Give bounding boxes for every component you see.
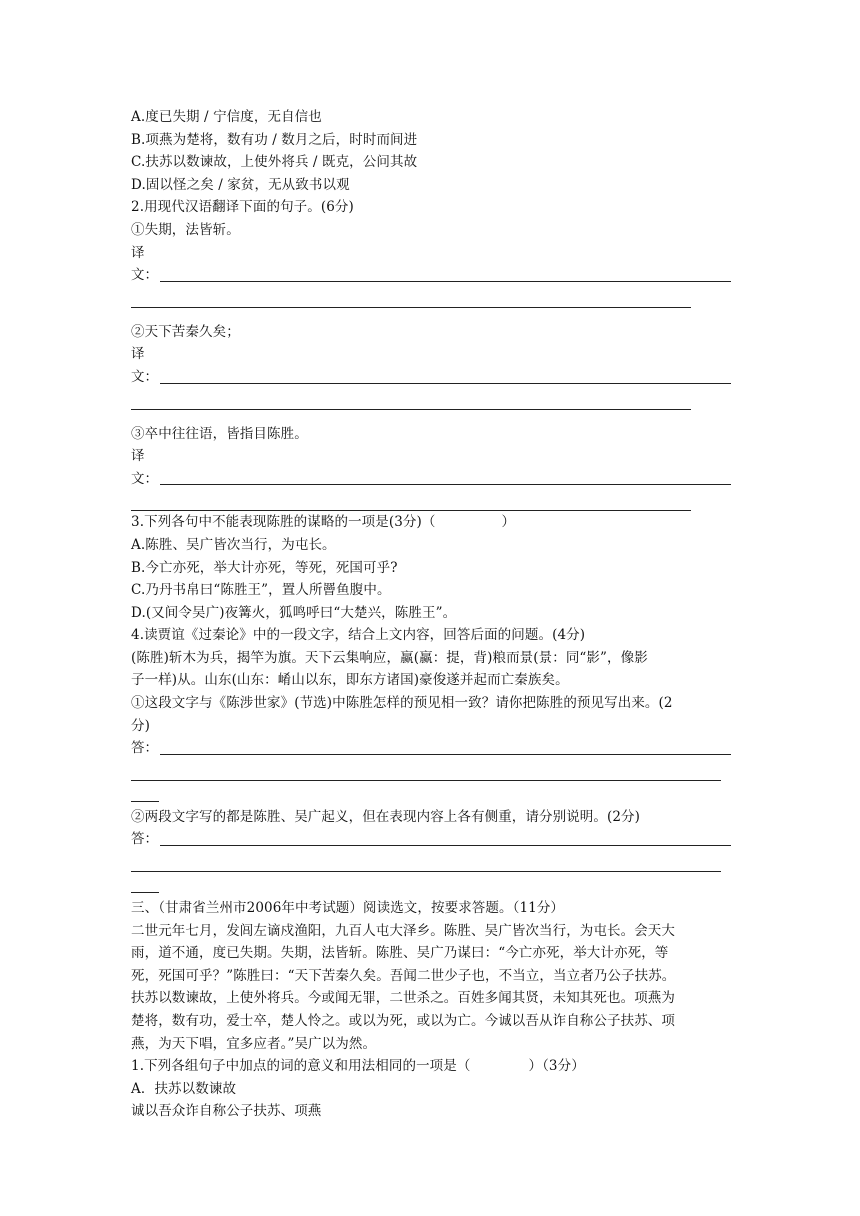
q2-label-top-3: 译 <box>131 448 145 465</box>
q2-sentence-2: ②天下苦秦久矣； <box>131 323 240 340</box>
q2-label-top-1: 译 <box>131 244 145 261</box>
q4-sub2-answer-label: 答： <box>131 831 158 848</box>
document-page <box>131 106 731 1123</box>
q4-sub1-line-1: ①这段文字与《陈涉世家》(节选)中陈胜怎样的预见相一致？请你把陈胜的预见写出来。(2 <box>131 695 673 712</box>
q1-option-b: B.项燕为楚将，数有功 / 数月之后，时时而间进 <box>131 131 418 148</box>
q1-option-c: C.扶苏以数谏故，上使外将兵 / 既克，公问其故 <box>131 154 418 171</box>
q3-stem <box>131 511 731 534</box>
q4-passage-line-1: (陈胜)斩木为兵，揭竿为旗。天下云集响应，赢(赢：提，背)粮而景(景：同“影”，像影 <box>131 649 648 666</box>
q4-passage-line-2: 子一样)从。山东(山东：崤山以东，即东方诸国)豪俊遂并起而亡秦族矣。 <box>131 672 569 689</box>
q3-option-d: D.(又间令吴广)夜篝火，狐鸣呼曰“大楚兴，陈胜王”。 <box>131 604 457 621</box>
q2-answer-line-1[interactable] <box>131 264 731 287</box>
q2-sentence-1: ①失期，法皆斩。 <box>131 221 240 238</box>
section3-passage-6: 燕，为天下唱，宜多应者。”吴广以为然。 <box>131 1035 377 1052</box>
section3-passage-2: 雨，道不通，度已失期。失期，法皆斩。陈胜、吴广乃谋曰：“今亡亦死，举大计亦死，等 <box>131 945 669 962</box>
q4-sub1-answer-label: 答： <box>131 740 158 757</box>
q3-stem-close: ） <box>501 514 516 531</box>
q2-sentence-3: ③卒中往往语，皆指目陈胜。 <box>131 425 308 442</box>
section3-passage-1: 二世元年七月，发闾左谪戍渔阳，九百人屯大泽乡。陈胜、吴广皆次当行，为屯长。会天大 <box>131 922 675 939</box>
section3-q1-close: ）（3分） <box>528 1058 585 1075</box>
q4-sub2-answer-line-2[interactable] <box>131 851 721 872</box>
section3-q1-text: 1.下列各组句子中加点的词的意义和用法相同的一项是（ <box>131 1058 471 1075</box>
q2-answer-label-1: 文： <box>131 267 158 284</box>
q3-option-b: B.今亡亦死，举大计亦死，等死，死国可乎? <box>131 559 398 576</box>
answer-rule <box>160 484 731 485</box>
q2-answer-line-1b[interactable] <box>131 287 691 308</box>
q2-answer-label-3: 文： <box>131 470 158 487</box>
answer-rule <box>160 845 731 846</box>
q2-answer-line-3[interactable] <box>131 468 731 491</box>
answer-rule <box>160 754 731 755</box>
q4-sub1-answer-line-2[interactable] <box>131 760 721 781</box>
q4-sub1-line-2: 分) <box>131 717 150 734</box>
q4-stem: 4.读贾谊《过秦论》中的一段文字，结合上文内容，回答后面的问题。(4分) <box>131 627 586 644</box>
q3-option-c: C.乃丹书帛曰“陈胜王”，置人所罾鱼腹中。 <box>131 582 391 599</box>
section3-q1-option-a2: 诚以吾众诈自称公子扶苏、项燕 <box>131 1103 322 1120</box>
q1-option-a: A.度已失期 / 宁信度，无自信也 <box>131 109 322 125</box>
section3-passage-5: 楚将，数有功，爱士卒，楚人怜之。或以为死，或以为亡。今诚以吾从诈自称公子扶苏、项 <box>131 1013 675 1029</box>
answer-rule <box>160 383 731 384</box>
q2-answer-label-2: 文： <box>131 368 158 385</box>
q2-answer-line-3b[interactable] <box>131 490 691 511</box>
q4-sub2: ②两段文字写的都是陈胜、吴广起义，但在表现内容上各有侧重，请分别说明。(2分) <box>131 808 641 825</box>
q3-stem-text: 3.下列各句中不能表现陈胜的谋略的一项是(3分)（ <box>131 514 436 531</box>
section3-passage-3: 死，死国可乎？”陈胜曰：“天下苦秦久矣。吾闻二世少子也，不当立，当立者乃公子扶苏。 <box>131 967 676 984</box>
q2-label-top-2: 译 <box>131 346 145 363</box>
q2-answer-line-2b[interactable] <box>131 389 691 410</box>
q4-sub1-answer-line[interactable] <box>131 737 731 760</box>
q4-sub1-answer-line-3[interactable] <box>131 781 159 802</box>
q4-sub2-answer-line[interactable] <box>131 828 731 851</box>
section3-passage-4: 扶苏以数谏故，上使外将兵。今或闻无罪，二世杀之。百姓多闻其贤，未知其死也。项燕为 <box>131 990 675 1007</box>
section3-q1-stem <box>131 1055 731 1078</box>
q4-sub2-answer-line-3[interactable] <box>131 872 159 893</box>
answer-rule <box>160 281 731 282</box>
q3-option-a: A.陈胜、吴广皆次当行，为屯长。 <box>131 536 336 553</box>
q2-answer-line-2[interactable] <box>131 366 731 389</box>
q2-stem: 2.用现代汉语翻译下面的句子。(6分) <box>131 199 354 216</box>
section3-q1-option-a: A．扶苏以数谏故 <box>131 1080 237 1097</box>
section3-heading: 三、（甘肃省兰州市2006年中考试题）阅读选文，按要求答题。（11分） <box>131 900 565 917</box>
q1-option-d: D.固以怪之矣 / 家贫，无从致书以观 <box>131 176 350 193</box>
